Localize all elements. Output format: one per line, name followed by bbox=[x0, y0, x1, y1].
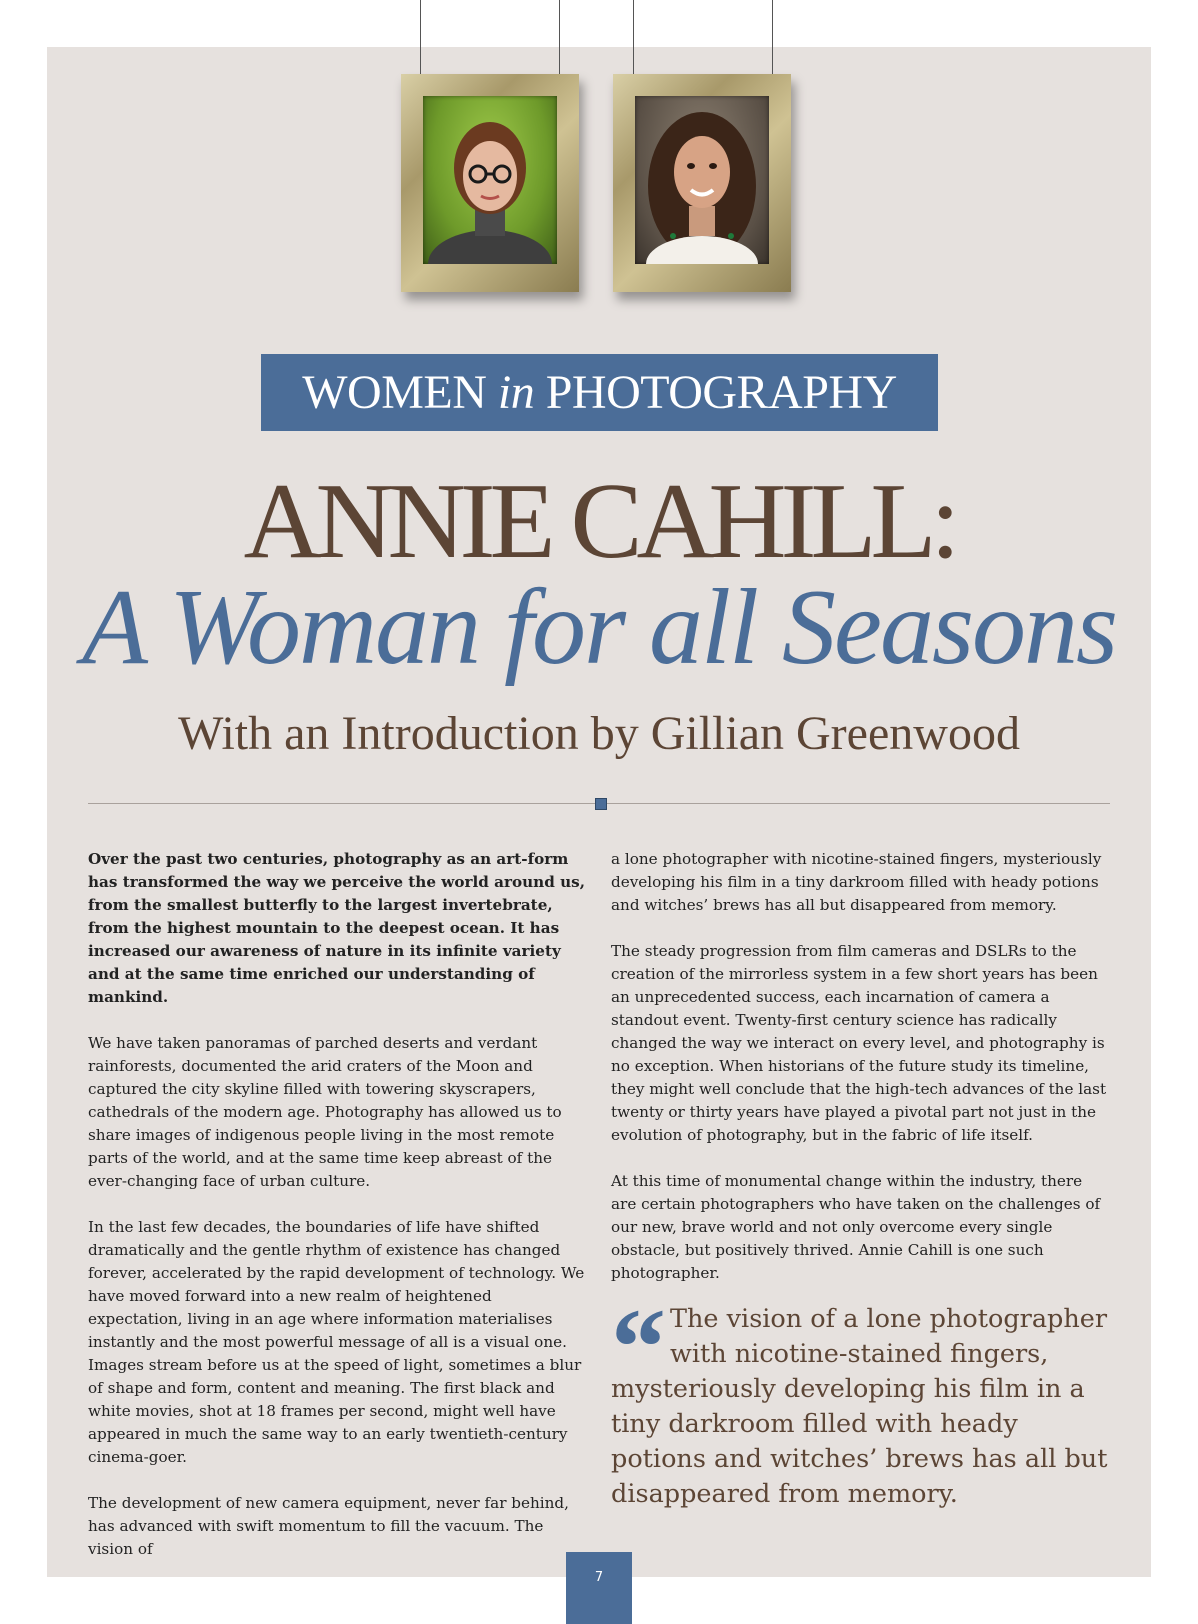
series-banner bbox=[261, 354, 938, 431]
right-column bbox=[611, 848, 1111, 1308]
article-title-tagline: A Woman for all Seasons bbox=[81, 568, 1117, 687]
body-paragraph: The steady progression from film cameras and DSLRs to the creation of the mirrorless system in a few short years has been an unprecedented success, each incarnation of camera a standout event. Twenty-first century science has radically changed the way we interact on every level, and photography is no exception. When historians of the future study its timeline, they might well conclude that the high-tech advances of the last twenty or thirty years have played a pivotal part not just in the evolution of photography, but in the fabric of life itself. bbox=[611, 942, 1107, 1144]
article-title: ANNIE CAHILL: bbox=[243, 462, 955, 581]
body-paragraph: At this time of monumental change within the industry, there are certain photographers who have taken on the challenges of our new, brave world and not only overcome every single obstacle, but positively thrived. Annie Cahill is one such photographer. bbox=[611, 1172, 1101, 1282]
hanging-wire bbox=[559, 0, 560, 76]
hanging-wire bbox=[420, 0, 421, 76]
quote-mark-icon: “ bbox=[611, 1286, 660, 1408]
picture-frame-right bbox=[613, 74, 791, 292]
body-paragraph: In the last few decades, the boundaries of life have shifted dramatically and the gentle rhythm of existence has changed forever, accelerated by the rapid development of technology. We have moved forward into a new realm of heightened expectation, living in an age where information materialises instantly and the most powerful message of all is a visual one. Images stream before us at the speed of light, sometimes a blur of shape and form, content and meaning. The first black and white movies, shot at 18 frames per second, might well have appeared in much the same way to an early twentieth-century cinema-goer. bbox=[88, 1218, 585, 1466]
article-subtitle: With an Introduction by Gillian Greenwood bbox=[178, 707, 1020, 760]
portrait-gillian-image bbox=[423, 96, 557, 264]
body-paragraph: The development of new camera equipment, never far behind, has advanced with swift momentum to fill the vacuum. The vision of bbox=[88, 1494, 569, 1558]
series-label-photography: PHOTOGRAPHY bbox=[545, 366, 897, 419]
left-column bbox=[88, 848, 588, 1584]
divider-square-ornament bbox=[595, 798, 607, 810]
page-number-tab bbox=[566, 1552, 632, 1624]
portrait-gillian bbox=[423, 96, 557, 264]
pull-quote bbox=[611, 1286, 1111, 1512]
series-label-in: in bbox=[497, 366, 535, 419]
page-number: 7 bbox=[594, 1570, 604, 1585]
lead-paragraph: Over the past two centuries, photography as an art-form has transformed the way we perceive the world around us, from the smallest butterfly to the largest invertebrate, from the highest mountain to the deepest ocean. It has increased our awareness of nature in its infinite variety and at the same time enriched our understanding of mankind. bbox=[88, 850, 586, 1006]
picture-frame-left bbox=[401, 74, 579, 292]
series-label-women: WOMEN bbox=[302, 366, 487, 419]
hanging-wire bbox=[633, 0, 634, 76]
body-paragraph: We have taken panoramas of parched deserts and verdant rainforests, documented the arid craters of the Moon and captured the city skyline filled with towering skyscrapers, cathedrals of the modern age. Photography has allowed us to share images of indigenous people living in the most remote parts of the world, and at the same time keep abreast of the ever-changing face of urban culture. bbox=[88, 1034, 562, 1190]
portrait-annie-image bbox=[635, 96, 769, 264]
pull-quote-text: The vision of a lone photographer with nicotine-stained fingers, mysteriously developing his film in a tiny darkroom filled with heady potions and witches’ brews has all but disappeared from memory. bbox=[611, 1304, 1108, 1509]
hanging-wire bbox=[772, 0, 773, 76]
portrait-annie bbox=[635, 96, 769, 264]
body-paragraph: a lone photographer with nicotine-stained fingers, mysteriously developing his film in a tiny darkroom filled with heady potions and witches’ brews has all but disappeared from memory. bbox=[611, 850, 1102, 914]
